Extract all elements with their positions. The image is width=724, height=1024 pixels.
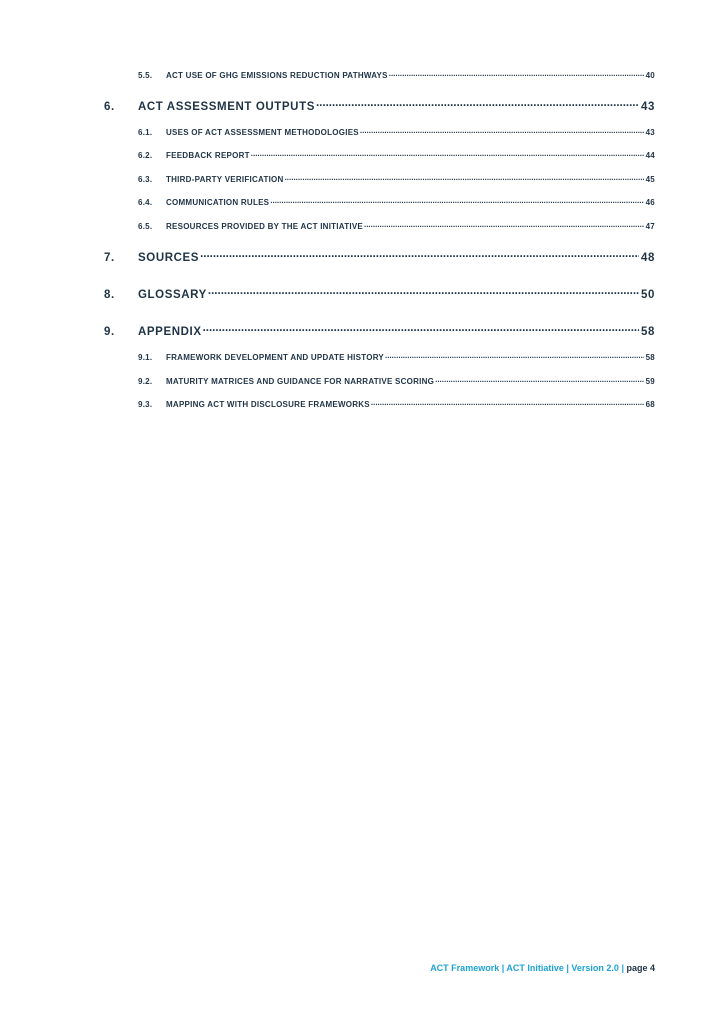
toc-entry-6-2[interactable] bbox=[138, 150, 655, 160]
toc-entry-number: 8. bbox=[104, 288, 115, 301]
toc-entry-page: 44 bbox=[645, 151, 655, 160]
page-footer bbox=[430, 963, 655, 973]
toc-leader-dots bbox=[316, 98, 639, 110]
toc-entry-number: 9.1. bbox=[138, 353, 153, 362]
toc-entry-title: USES OF ACT ASSESSMENT METHODOLOGIES bbox=[166, 128, 359, 137]
toc-leader-dots bbox=[200, 249, 639, 261]
toc-entry-page: 40 bbox=[645, 71, 655, 80]
toc-entry-number: 9.3. bbox=[138, 400, 153, 409]
toc-leader-dots bbox=[364, 221, 644, 229]
toc-leader-dots bbox=[371, 399, 644, 407]
toc-entry-title: GLOSSARY bbox=[138, 288, 207, 301]
toc-entry-number: 6.4. bbox=[138, 198, 153, 207]
toc-entry-page: 47 bbox=[645, 222, 655, 231]
toc-entry-page: 43 bbox=[645, 128, 655, 137]
toc-leader-dots bbox=[270, 197, 643, 205]
toc-entry-number: 6. bbox=[104, 100, 115, 113]
toc-entry-6-5[interactable] bbox=[138, 221, 655, 231]
toc-entry-page: 45 bbox=[645, 175, 655, 184]
toc-entry-6[interactable] bbox=[104, 98, 655, 113]
toc-entry-title: RESOURCES PROVIDED BY THE ACT INITIATIVE bbox=[166, 222, 363, 231]
toc-entry-title: ACT ASSESSMENT OUTPUTS bbox=[138, 100, 315, 113]
toc-entry-number: 6.5. bbox=[138, 222, 153, 231]
toc-leader-dots bbox=[435, 376, 643, 384]
toc-entry-page: 48 bbox=[641, 251, 655, 264]
toc-entry-page: 58 bbox=[641, 325, 655, 338]
toc-entry-page: 43 bbox=[641, 100, 655, 113]
toc-entry-9-1[interactable] bbox=[138, 352, 655, 362]
toc-leader-dots bbox=[389, 70, 644, 78]
toc-entry-title: FRAMEWORK DEVELOPMENT AND UPDATE HISTORY bbox=[166, 353, 385, 362]
toc-entry-title: FEEDBACK REPORT bbox=[166, 151, 250, 160]
toc-leader-dots bbox=[385, 352, 644, 360]
toc-entry-6-3[interactable] bbox=[138, 174, 655, 184]
toc-entry-number: 9. bbox=[104, 325, 115, 338]
footer-label: ACT Framework | ACT Initiative | Version 2.0 | bbox=[430, 963, 624, 973]
toc-entry-9-2[interactable] bbox=[138, 376, 655, 386]
toc-entry-number: 7. bbox=[104, 251, 115, 264]
toc-leader-dots bbox=[203, 323, 639, 335]
toc-entry-6-4[interactable] bbox=[138, 197, 655, 207]
toc-entry-8[interactable] bbox=[104, 286, 655, 301]
toc-entry-number: 5.5. bbox=[138, 71, 153, 80]
toc-entry-title: MAPPING ACT WITH DISCLOSURE FRAMEWORKS bbox=[166, 400, 370, 409]
toc-entry-title: COMMUNICATION RULES bbox=[166, 198, 270, 207]
footer-page-number: page 4 bbox=[626, 963, 655, 973]
toc-entry-7[interactable] bbox=[104, 249, 655, 264]
toc-entry-number: 6.2. bbox=[138, 151, 153, 160]
toc-entry-title: THIRD-PARTY VERIFICATION bbox=[166, 175, 284, 184]
toc-entry-page: 59 bbox=[645, 377, 655, 386]
toc-entry-title: APPENDIX bbox=[138, 325, 202, 338]
toc-entry-number: 9.2. bbox=[138, 377, 153, 386]
toc-entry-5-5[interactable] bbox=[138, 70, 655, 80]
toc-leader-dots bbox=[208, 286, 639, 298]
toc-leader-dots bbox=[360, 127, 644, 135]
toc-entry-number: 6.1. bbox=[138, 128, 153, 137]
toc-entry-page: 68 bbox=[645, 400, 655, 409]
toc-entry-page: 46 bbox=[645, 198, 655, 207]
toc-leader-dots bbox=[251, 150, 644, 158]
toc-entry-number: 6.3. bbox=[138, 175, 153, 184]
toc-entry-9-3[interactable] bbox=[138, 399, 655, 409]
toc-entry-title: MATURITY MATRICES AND GUIDANCE FOR NARRATIVE SCORING bbox=[166, 377, 435, 386]
toc-leader-dots bbox=[285, 174, 644, 182]
toc-entry-title: SOURCES bbox=[138, 251, 200, 264]
toc-entry-9[interactable] bbox=[104, 323, 655, 338]
toc-entry-page: 50 bbox=[641, 288, 655, 301]
toc-entry-title: ACT USE OF GHG EMISSIONS REDUCTION PATHWAYS bbox=[166, 71, 388, 80]
toc-entry-6-1[interactable] bbox=[138, 127, 655, 137]
toc-entry-page: 58 bbox=[645, 353, 655, 362]
